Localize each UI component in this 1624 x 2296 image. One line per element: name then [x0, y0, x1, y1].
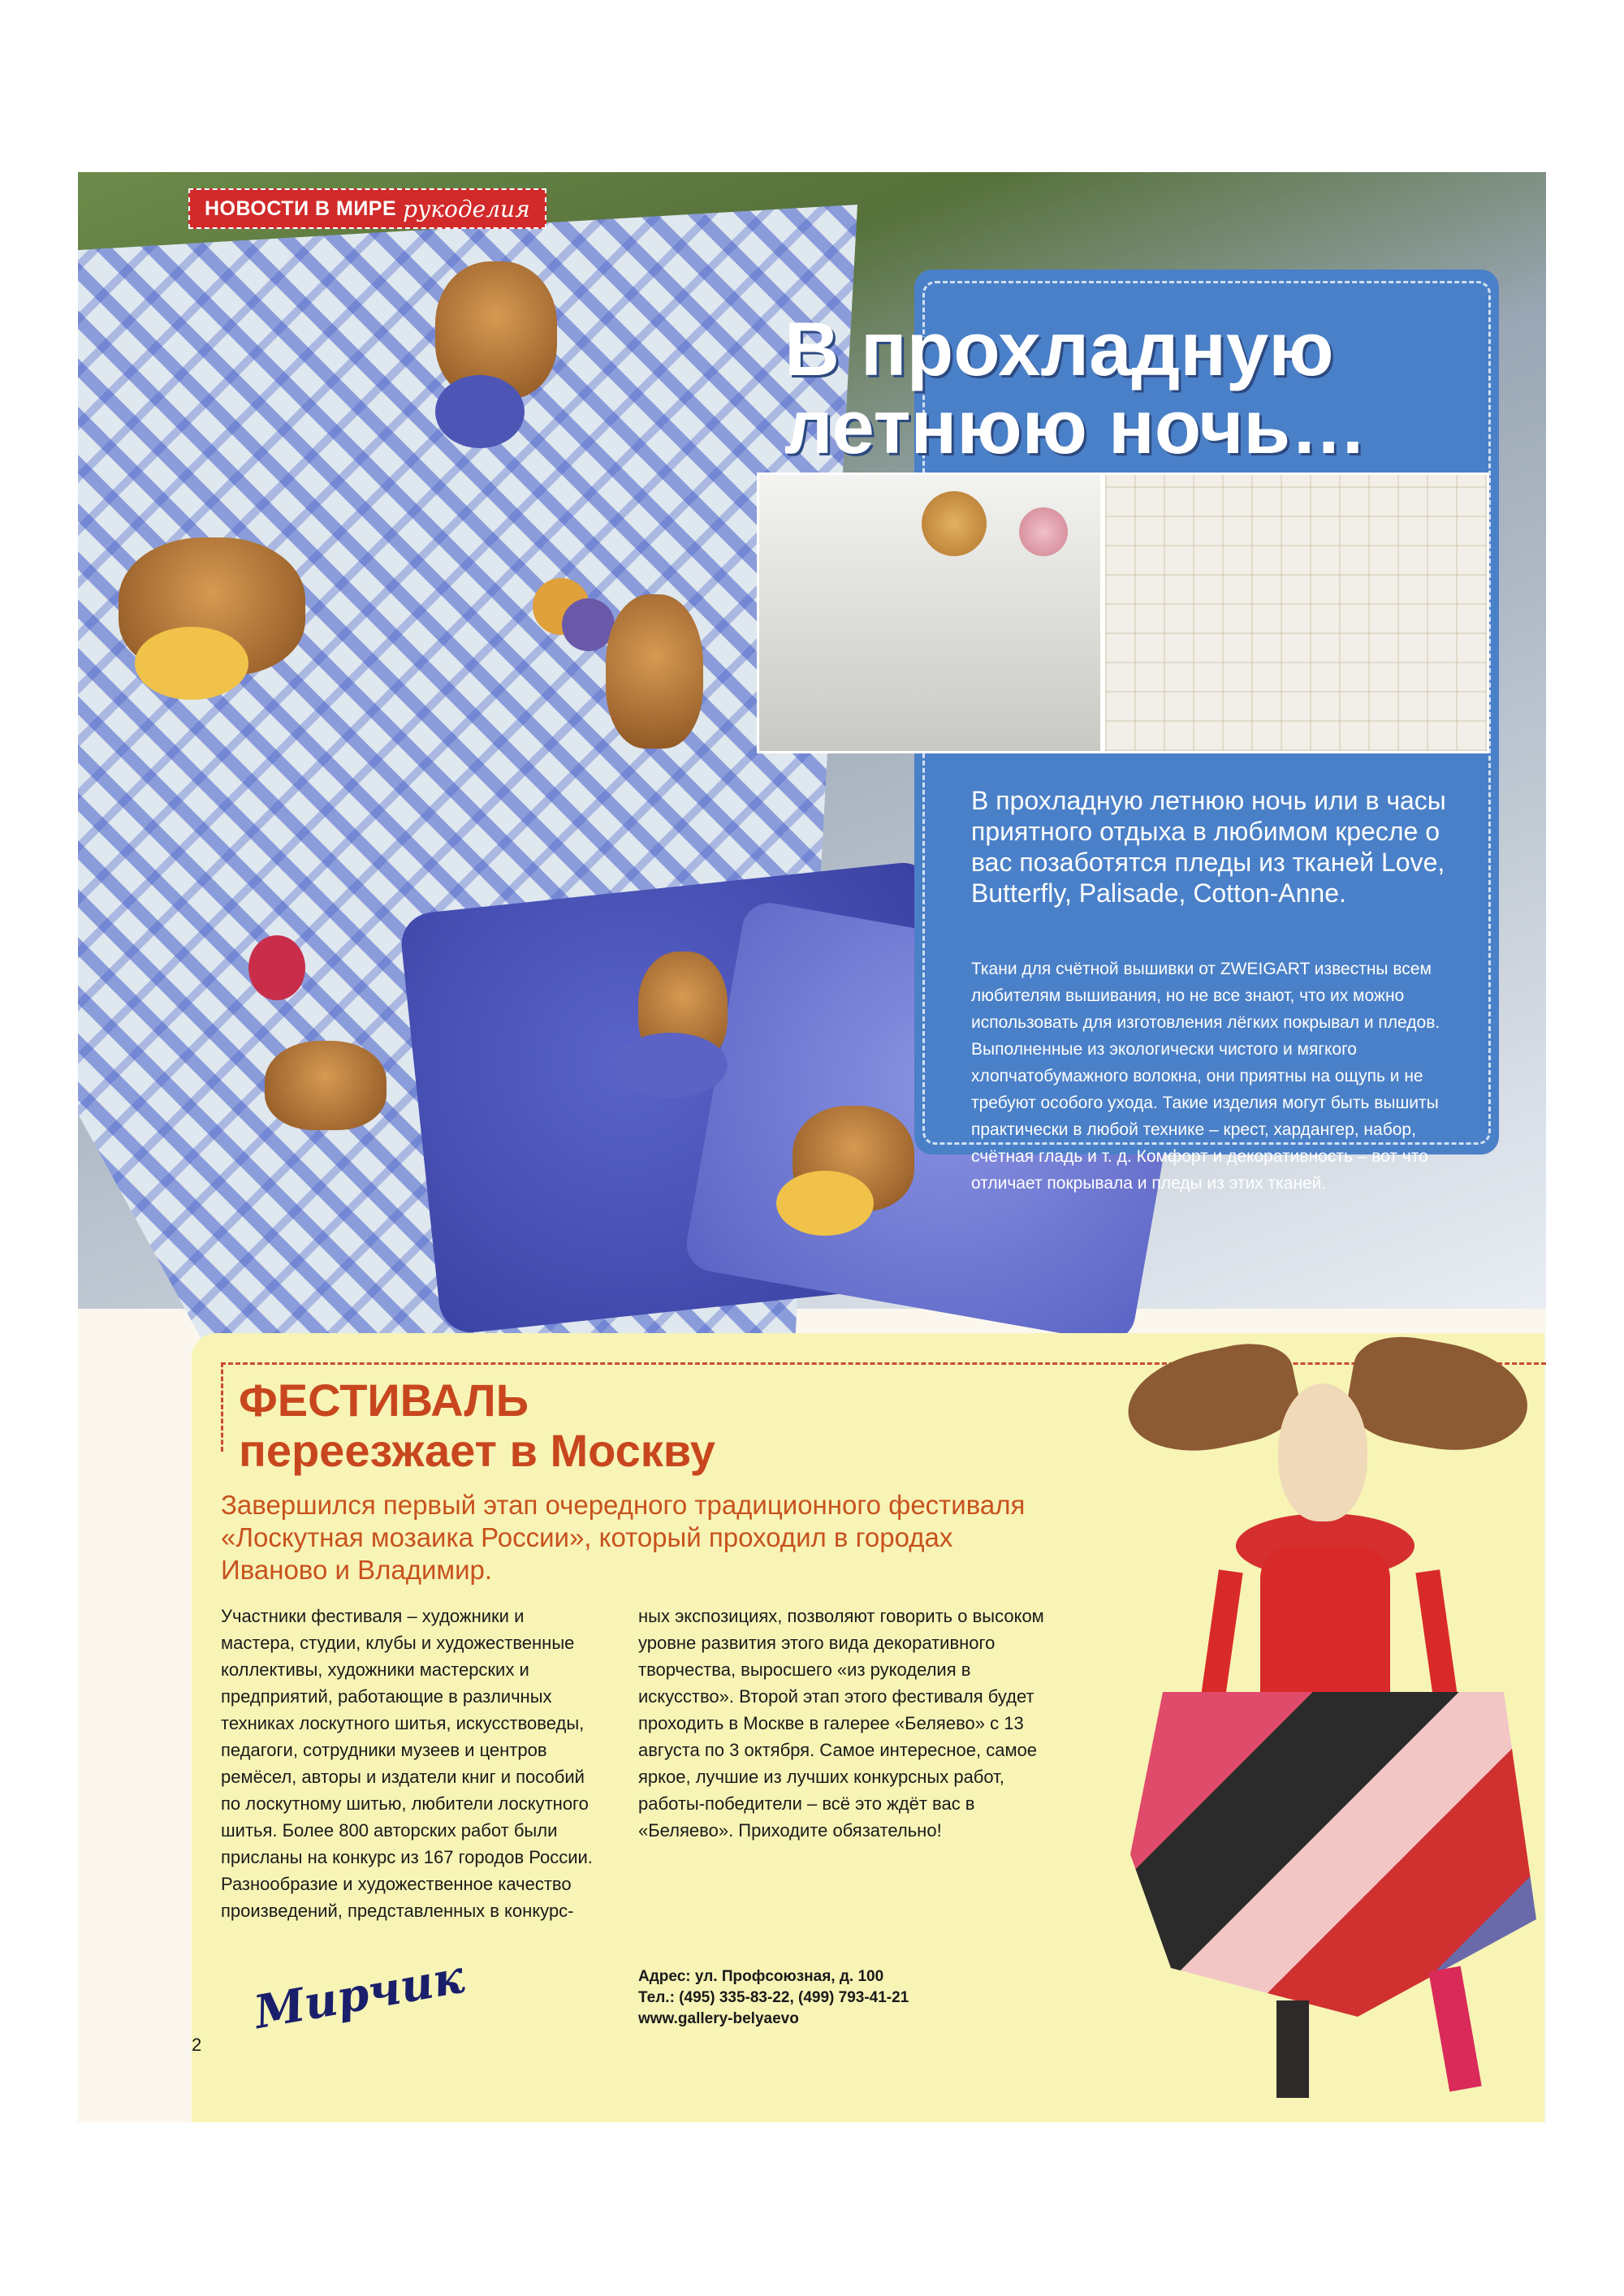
magazine-page — [78, 172, 1546, 2122]
doll-leg — [1428, 1966, 1481, 2092]
festival-column-2: ных экспозициях, позволяют говорить о высоком уровне развития этого вида декоративного творчества, выросшего «из рукоделия в искусство». Второй этап этого фестиваля будет проходить в Москве в галерее «Беляево» с 13 августа по 3 октября. Самое интересное, самое яркое, лучшие из лучших конкурсных работ, работы-победители – всё это ждёт вас в «Беляево». Приходите обязательно! — [638, 1606, 1044, 1841]
patchwork-doll-image — [1122, 1335, 1544, 2114]
festival-lead: Завершился первый этап очередного традиционного фестиваля «Лоскутная мозаика России», который проходил в городах Иваново и Владимир. — [221, 1490, 1026, 1585]
festival-title — [239, 1375, 715, 1476]
balloon-embroidery-image — [248, 935, 305, 1000]
kitten-embroidery-image — [265, 1041, 387, 1130]
festival-title-line: ФЕСТИВАЛЬ — [239, 1375, 529, 1426]
article-title-line: летнюю ночь… — [784, 384, 1367, 469]
balloon-embroidery-image — [135, 627, 248, 700]
doll-head — [1278, 1383, 1367, 1521]
page-number: 2 — [192, 2035, 202, 2055]
section-header-badge — [188, 188, 546, 229]
gallery-contacts — [638, 1966, 1044, 2030]
section-label-script: рукоделия — [403, 195, 530, 222]
balloon-embroidery-image — [776, 1171, 874, 1236]
kitten-embroidery-image — [606, 594, 703, 749]
hardanger-blanket-photo — [1103, 473, 1489, 753]
doll-leg — [1276, 2000, 1309, 2098]
cat-embroidery-image — [1019, 507, 1068, 556]
doll-hair — [1341, 1328, 1535, 1463]
festival-column-1: Участники фестиваля – художники и мастера, студии, клубы и художественные коллективы, художники мастерских и предприятий, работающие в различных техниках лоскутного шитья, искусствоведы, педагоги, сотрудники музеев и центров ремёсел, авторы и издатели книг и пособий по лоскутному шитью, любители лоскутного шитья. Более 800 авторских работ были присланы на конкурс из 167 городов России. Разнообразие и художественное качество произведений, представленных в конкурс- — [221, 1606, 593, 1921]
gallery-phone: Тел.: (495) 335-83-22, (499) 793-41-21 — [638, 1989, 909, 2006]
festival-dashed-line — [221, 1362, 225, 1452]
watermark-signature: Мирчик — [250, 1949, 469, 2040]
teddy-embroidery-image — [922, 491, 987, 556]
white-blanket-photo — [757, 473, 1103, 753]
gallery-address: Адрес: ул. Профсоюзная, д. 100 — [638, 1968, 884, 1985]
balloon-embroidery-image — [614, 1033, 728, 1098]
article-lead: В прохладную летнюю ночь или в часы приятного отдыха в любимом кресле о вас позаботятся пледы из тканей Love, Butterfly, Palisade, Cotton-Anne. — [971, 786, 1446, 908]
section-label: НОВОСТИ В МИРЕ — [205, 196, 397, 220]
article-title-line: В прохладную — [784, 306, 1334, 391]
doll-patchwork-skirt — [1130, 1692, 1536, 2017]
festival-title-line: переезжает в Москву — [239, 1425, 715, 1476]
article-title — [784, 306, 1515, 469]
gallery-website: www.gallery-belyaevo — [638, 2010, 799, 2027]
article-body: Ткани для счётной вышивки от ZWEIGART известны всем любителям вышивания, но не все знают, что их можно использовать для изготовления лёгких покрывал и пледов. Выполненные из экологически чистого и мягкого хлопчатобумажного волокна, они приятны на ощупь и не требуют особого ухода. Такие изделия могут быть вышиты практически в любой технике – крест, хардангер, набор, счётная гладь и т. д. Комфорт и декоративность – вот что отличает покрывала и пледы из этих тканей. — [971, 960, 1440, 1193]
balloon-embroidery-image — [435, 375, 525, 448]
